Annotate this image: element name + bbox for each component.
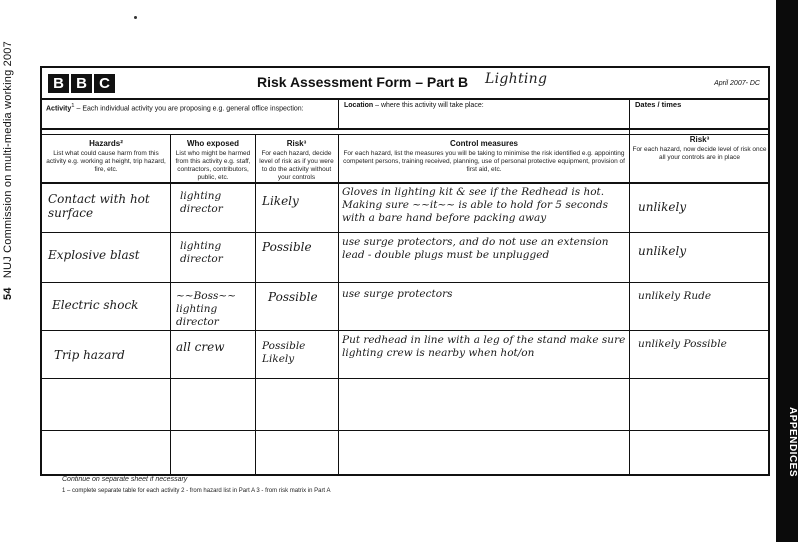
hazard-cell: Electric shock bbox=[52, 298, 139, 312]
form-title: Risk Assessment Form – Part B bbox=[257, 74, 469, 90]
column-title: Control measures bbox=[449, 139, 519, 148]
dates-label: Dates / times bbox=[635, 100, 682, 109]
footnotes: 1 – complete separate table for each activity 2 - from hazard list in Part A 3 - from risk matrix in Part A bbox=[62, 488, 331, 494]
divider bbox=[42, 430, 768, 431]
hazard-cell: Explosive blast bbox=[48, 248, 140, 262]
location-description: – where this activity will take place: bbox=[373, 102, 484, 109]
column-title: Risk³ bbox=[689, 135, 710, 144]
hazard-cell: Trip hazard bbox=[54, 348, 125, 362]
location-field bbox=[344, 102, 624, 111]
column-description: List what could cause harm from this activity e.g. working at height, trip hazard, fire, etc. bbox=[46, 150, 166, 173]
hazard-cell: Contact with hot surface bbox=[48, 192, 150, 220]
column-header-risk bbox=[257, 140, 336, 202]
column-description: For each hazard, now decide level of risk once all your controls are in place bbox=[632, 146, 767, 161]
risk-after-cell: unlikely Possible bbox=[638, 338, 727, 350]
form-date: April 2007- DC bbox=[714, 80, 760, 87]
divider bbox=[42, 134, 768, 135]
risk-cell: Possible bbox=[268, 290, 318, 304]
form-header bbox=[42, 68, 768, 100]
divider bbox=[42, 232, 768, 233]
who-cell: lighting director bbox=[180, 190, 223, 215]
info-row bbox=[42, 98, 768, 130]
book-title: NUJ Commission on multi-media working 2007 bbox=[2, 41, 14, 279]
column-title: Hazards² bbox=[89, 139, 123, 148]
risk-cell: Likely bbox=[262, 194, 299, 208]
controls-cell: use surge protectors bbox=[342, 288, 453, 300]
page-number: 54 bbox=[2, 287, 14, 300]
risk-after-cell: unlikely bbox=[638, 244, 687, 258]
divider bbox=[255, 134, 256, 476]
who-cell: lighting director bbox=[180, 240, 223, 265]
risk-after-cell: unlikely bbox=[638, 200, 687, 214]
column-title: Who exposed bbox=[186, 139, 239, 148]
controls-cell: Gloves in lighting kit & see if the Redhead is hot. Making sure ~~it~~ is able to hold for 5 seconds with a bare hand before packing away bbox=[342, 186, 608, 224]
left-margin bbox=[0, 0, 20, 300]
risk-cell: Possible bbox=[262, 240, 312, 254]
column-description: For each hazard, decide level of risk as if you were to do the activity without your controls bbox=[259, 150, 334, 181]
divider bbox=[170, 134, 171, 476]
divider bbox=[629, 98, 630, 134]
divider bbox=[42, 330, 768, 331]
risk-cell: Possible Likely bbox=[262, 340, 306, 365]
divider bbox=[338, 134, 339, 476]
column-header-risk-after bbox=[631, 136, 768, 198]
logo-letter: B bbox=[71, 74, 92, 93]
bbc-logo bbox=[48, 74, 115, 93]
who-cell: all crew bbox=[176, 340, 225, 354]
activity-field bbox=[46, 102, 331, 114]
appendix-tab bbox=[776, 0, 798, 542]
column-description: List who might be harmed from this activity e.g. staff, contractors, contributors, public, etc. bbox=[175, 150, 251, 181]
risk-assessment-form bbox=[40, 66, 770, 476]
appendix-label: APPENDICES bbox=[787, 407, 798, 478]
who-cell: ~~Boss~~ lighting director bbox=[176, 290, 237, 328]
scan-speck bbox=[134, 16, 137, 19]
controls-cell: use surge protectors, and do not use an extension lead - double plugs must be unplugged bbox=[342, 236, 609, 261]
activity-footnote: 1 bbox=[71, 103, 75, 109]
location-label: Location bbox=[344, 102, 374, 109]
divider bbox=[338, 98, 339, 128]
logo-letter: C bbox=[94, 74, 115, 93]
activity-label: Activity bbox=[46, 105, 72, 113]
logo-letter: B bbox=[48, 74, 69, 93]
divider bbox=[629, 134, 630, 476]
divider bbox=[42, 378, 768, 379]
divider bbox=[42, 282, 768, 283]
column-title: Risk³ bbox=[286, 139, 307, 148]
activity-description: – Each individual activity you are proposing e.g. general office inspection: bbox=[74, 105, 304, 113]
risk-after-cell: unlikely Rude bbox=[638, 290, 712, 302]
column-description: For each hazard, list the measures you will be taking to minimise the risk identified e.g. appointing competent persons, training received, planning, use of personal protective equipment, provision of first aid, etc. bbox=[343, 150, 625, 173]
continue-note: Continue on separate sheet if necessary bbox=[62, 476, 188, 483]
subject-handwritten: Lighting bbox=[485, 71, 548, 87]
controls-cell: Put redhead in line with a leg of the stand make sure lighting crew is nearby when hot/on bbox=[342, 334, 626, 359]
